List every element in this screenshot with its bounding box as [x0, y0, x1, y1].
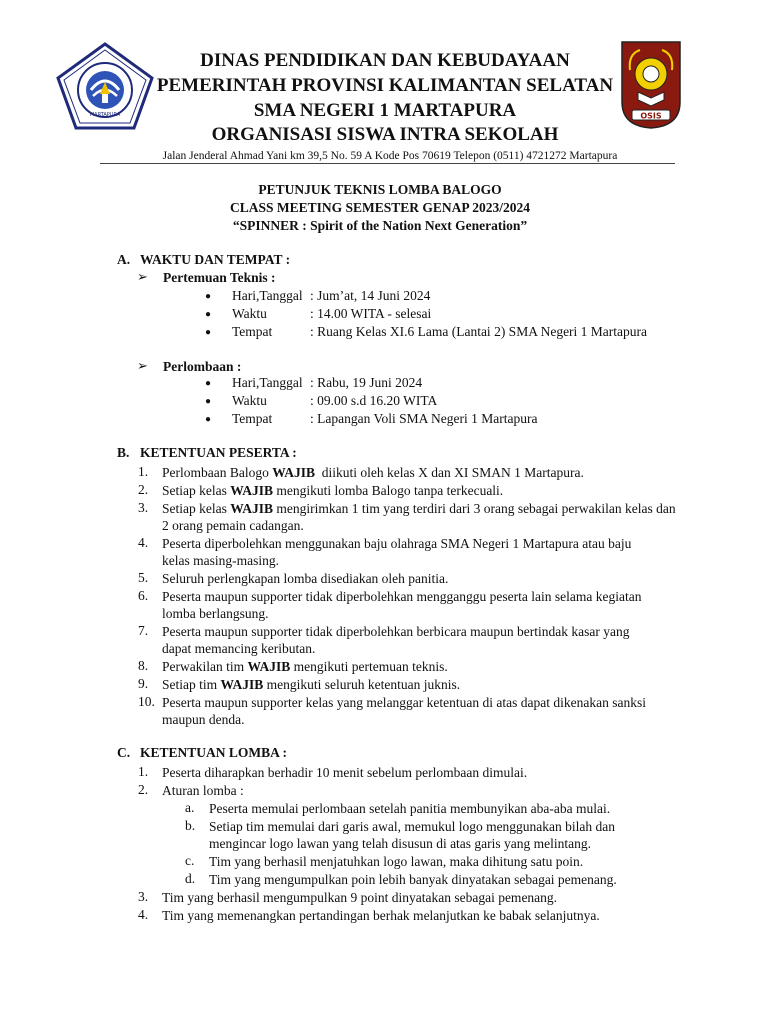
bullet-icon: ● [205, 414, 212, 425]
arrow-bullet-icon: ➢ [137, 269, 148, 284]
section-b-letter: B. [117, 445, 130, 460]
list-item: Perlombaan Balogo WAJIB diikuti oleh kelas X dan XI SMAN 1 Martapura. [162, 465, 584, 480]
list-item: Setiap tim WAJIB mengikuti seluruh ketentuan juknis. [162, 677, 461, 692]
list-item: Tim yang memenangkan pertandingan berhak melanjutkan ke babak selanjutnya. [162, 908, 600, 923]
list-item: Setiap kelas WAJIB mengirimkan 1 tim yang terdiri dari 3 orang sebagai perwakilan kelas dan 2 orang pemain cadangan. [162, 501, 676, 533]
list-item: Peserta maupun supporter tidak diperbolehkan berbicara maupun bertindak kasar yang dapat memancing keributan. [162, 624, 630, 656]
pertemuan-label: Waktu [232, 306, 267, 321]
perlombaan-label: Waktu [232, 393, 267, 408]
sub-list-item: Peserta memulai perlombaan setelah panitia membunyikan aba-aba mulai. [209, 801, 611, 816]
perlombaan-value: : 09.00 s.d 16.20 WITA [310, 393, 438, 408]
list-item: Peserta maupun supporter tidak diperbolehkan mengganggu peserta lain selama kegiatan lomba berlangsung. [162, 589, 642, 621]
sub-list-item: Setiap tim memulai dari garis awal, memukul logo menggunakan bilah dan mengincar logo lawan yang telah disusun di atas garis yang melintang. [209, 819, 616, 851]
bullet-icon: ● [205, 309, 212, 320]
sub-list-item: Tim yang berhasil menjatuhkan logo lawan, maka dihitung satu poin. [209, 854, 584, 869]
kop-line-1: DINAS PENDIDIKAN DAN KEBUDAYAAN [200, 50, 570, 71]
list-item: Tim yang berhasil mengumpulkan 9 point dinyatakan sebagai pemenang. [162, 890, 558, 905]
osis-logo-text: OSIS [640, 111, 662, 121]
list-number: 6. [138, 588, 149, 603]
list-number: 4. [138, 907, 149, 922]
osis-logo [620, 40, 682, 130]
list-item: Peserta diharapkan berhadir 10 menit sebelum perlombaan dimulai. [162, 765, 528, 780]
pertemuan-label: Tempat [232, 324, 273, 339]
section-b-title: KETENTUAN PESERTA : [140, 445, 297, 460]
pertemuan-label: Hari,Tanggal [232, 288, 303, 303]
header-divider [100, 163, 675, 164]
list-number: 10. [138, 694, 155, 709]
list-number: 3. [138, 500, 149, 515]
list-item: Aturan lomba : [162, 783, 244, 798]
list-number: 9. [138, 676, 149, 691]
section-c-title: KETENTUAN LOMBA : [140, 745, 288, 760]
list-number: 2. [138, 782, 149, 797]
perlombaan-value: : Lapangan Voli SMA Negeri 1 Martapura [310, 411, 538, 426]
sub-list-letter: d. [185, 871, 196, 886]
sub-list-letter: c. [185, 853, 195, 868]
kop-line-4: ORGANISASI SISWA INTRA SEKOLAH [211, 124, 559, 145]
bullet-icon: ● [205, 396, 212, 407]
bullet-icon: ● [205, 327, 212, 338]
school-address: Jalan Jenderal Ahmad Yani km 39,5 No. 59 A Kode Pos 70619 Telepon (0511) 4721272 Martapura [162, 150, 618, 162]
perlombaan-value: : Rabu, 19 Juni 2024 [310, 375, 423, 390]
section-a-title: WAKTU DAN TEMPAT : [140, 252, 291, 267]
pertemuan-value: : 14.00 WITA - selesai [310, 306, 432, 321]
arrow-bullet-icon: ➢ [137, 358, 148, 373]
list-number: 4. [138, 535, 149, 550]
kop-line-3: SMA NEGERI 1 MARTAPURA [253, 100, 517, 121]
pertemuan-value: : Ruang Kelas XI.6 Lama (Lantai 2) SMA Negeri 1 Martapura [310, 324, 648, 339]
list-number: 7. [138, 623, 149, 638]
list-number: 3. [138, 889, 149, 904]
list-item: Setiap kelas WAJIB mengikuti lomba Balogo tanpa terkecuali. [162, 483, 504, 498]
list-item: Perwakilan tim WAJIB mengikuti pertemuan teknis. [162, 659, 448, 674]
pertemuan-title: Pertemuan Teknis : [163, 270, 276, 285]
left-logo-text: MARTAPURA [89, 112, 121, 118]
list-number: 2. [138, 482, 149, 497]
list-item: Seluruh perlengkapan lomba disediakan oleh panitia. [162, 571, 449, 586]
bullet-icon: ● [205, 378, 212, 389]
tut-wuri-handayani-logo [56, 42, 154, 130]
doc-title-3: “SPINNER : Spirit of the Nation Next Generation” [232, 218, 528, 233]
perlombaan-title: Perlombaan : [163, 359, 242, 374]
doc-title-2: CLASS MEETING SEMESTER GENAP 2023/2024 [229, 200, 531, 215]
pertemuan-value: : Jum’at, 14 Juni 2024 [310, 288, 431, 303]
list-number: 1. [138, 764, 149, 779]
list-number: 1. [138, 464, 149, 479]
list-number: 5. [138, 570, 149, 585]
section-c-letter: C. [117, 745, 131, 760]
bullet-icon: ● [205, 291, 212, 302]
perlombaan-label: Tempat [232, 411, 273, 426]
perlombaan-label: Hari,Tanggal [232, 375, 303, 390]
kop-line-2: PEMERINTAH PROVINSI KALIMANTAN SELATAN [156, 75, 614, 96]
list-number: 8. [138, 658, 149, 673]
section-a-letter: A. [117, 252, 131, 267]
doc-title-1: PETUNJUK TEKNIS LOMBA BALOGO [258, 182, 502, 197]
sub-list-letter: a. [185, 800, 195, 815]
sub-list-letter: b. [185, 818, 196, 833]
list-item: Peserta diperbolehkan menggunakan baju olahraga SMA Negeri 1 Martapura atau baju kelas masing-masing. [162, 536, 632, 568]
sub-list-item: Tim yang mengumpulkan poin lebih banyak dinyatakan sebagai pemenang. [209, 872, 617, 887]
list-item: Peserta maupun supporter kelas yang melanggar ketentuan di atas dapat dikenakan sanksi maupun denda. [162, 695, 646, 727]
